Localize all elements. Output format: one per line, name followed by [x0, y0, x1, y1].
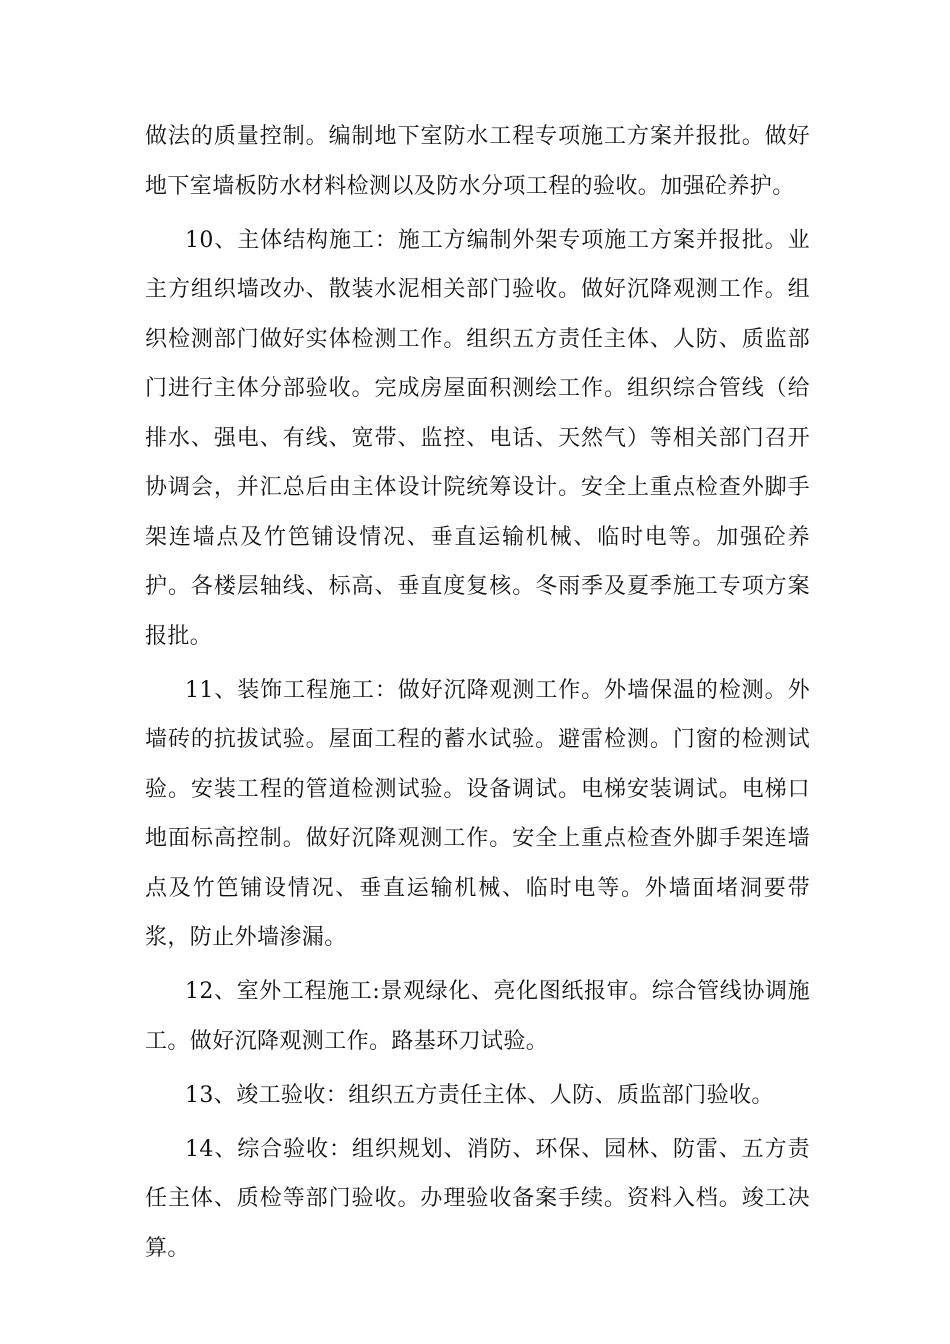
paragraph-item-13: 13、竣工验收：组织五方责任主体、人防、质监部门验收。: [185, 1082, 774, 1108]
paragraph-item-14: 14、综合验收：组织规划、消防、环保、园林、防雷、五方责任主体、质检等部门验收。办理验收备案手续。资料入档。竣工决算。: [145, 1136, 810, 1261]
paragraph-continuation: 做法的质量控制。编制地下室防水工程专项施工方案并报批。做好地下室墙板防水材料检测以及防水分项工程的验收。加强砼养护。: [145, 124, 810, 199]
paragraph-item-12: 12、室外工程施工:景观绿化、亮化图纸报审。综合管线协调施工。做好沉降观测工作。路基环刀试验。: [145, 979, 810, 1054]
paragraph-item-10: 10、主体结构施工：施工方编制外架专项施工方案并报批。业主方组织墙改办、散装水泥相关部门验收。做好沉降观测工作。组织检测部门做好实体检测工作。组织五方责任主体、人防、质监部门进行主体分部验收。完成房屋面积测绘工作。组织综合管线（给排水、强电、有线、宽带、监控、电话、天然气）等相关部门召开协调会，并汇总后由主体设计院统筹设计。安全上重点检查外脚手架连墙点及竹笆铺设情况、垂直运输机械、临时电等。加强砼养护。各楼层轴线、标高、垂直度复核。冬雨季及夏季施工专项方案报批。: [145, 227, 810, 649]
document-body: [145, 112, 810, 1278]
paragraph-item-11: 11、装饰工程施工：做好沉降观测工作。外墙保温的检测。外墙砖的抗拔试验。屋面工程的蓄水试验。避雷检测。门窗的检测试验。安装工程的管道检测试验。设备调试。电梯安装调试。电梯口地面标高控制。做好沉降观测工作。安全上重点检查外脚手架连墙点及竹笆铺设情况、垂直运输机械、临时电等。外墙面堵洞要带浆，防止外墙渗漏。: [145, 677, 810, 950]
